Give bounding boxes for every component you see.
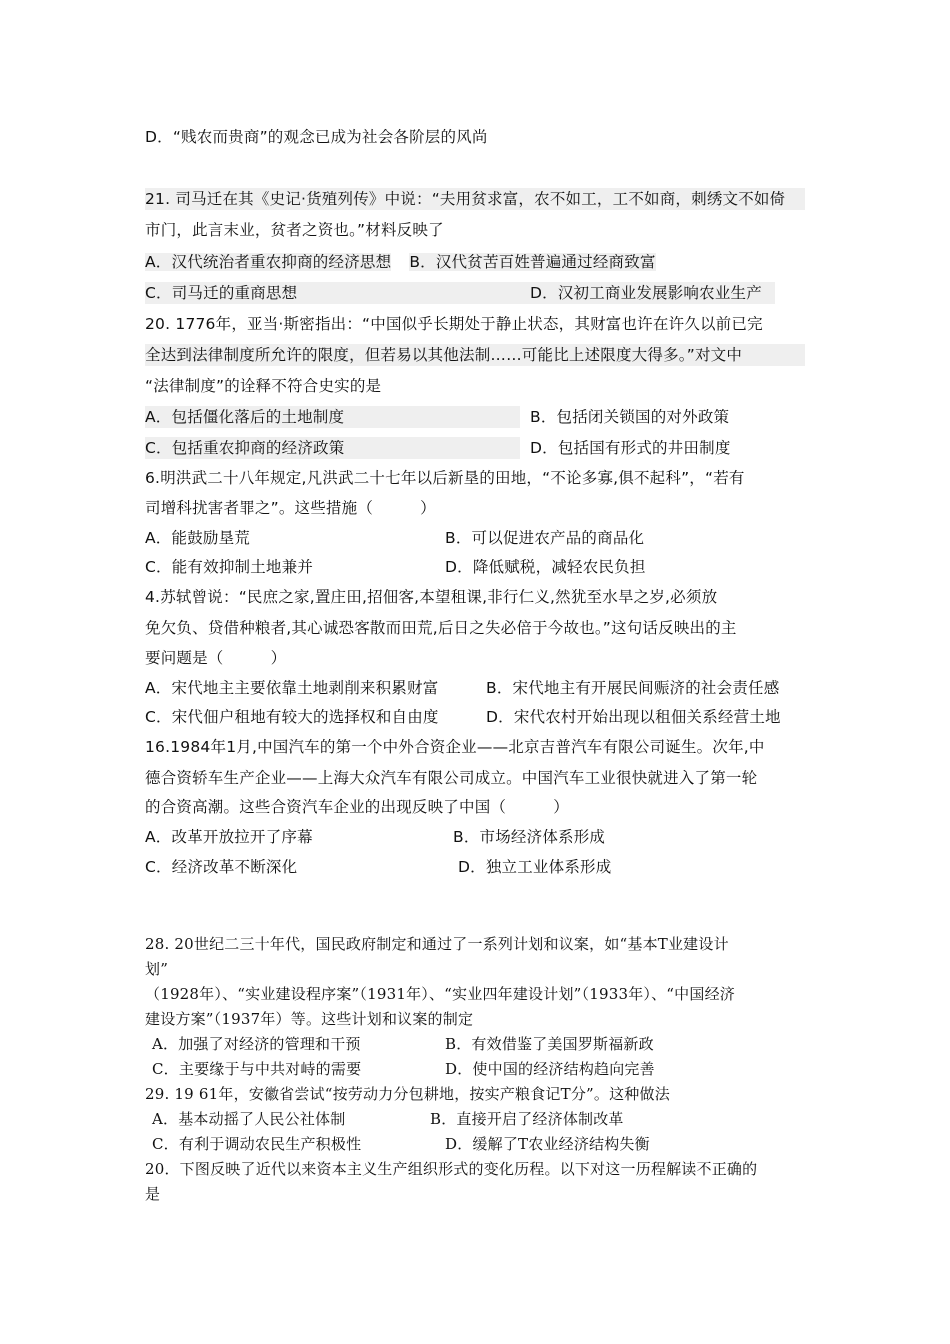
q21-stem-line2: 市门，此言末业，贫者之资也。”材料反映了 [145,221,444,239]
q4-stem-line2: 免欠负、贷借种粮者,其心诚恐客散而田荒,后日之失必倍于今故也。”这句话反映出的主 [145,619,737,637]
q28-option-d: D．使中国的经济结构趋向完善 [445,1060,655,1078]
q28-options-row2 [152,1058,655,1080]
q20b-stem-line2: 是 [145,1185,161,1203]
q20a-option-a: A．包括僵化落后的土地制度 [145,406,520,428]
q29-option-b: B．直接开启了经济体制改革 [430,1110,624,1128]
q6-stem-line1: 6.明洪武二十八年规定,凡洪武二十七年以后新垦的田地，“不论多寡,俱不起科”，“若有 [145,469,745,487]
q16-options-row2 [145,856,612,878]
q20a-option-b: B．包括闭关锁国的对外政策 [530,408,730,426]
q16-stem-line3: 的合资高潮。这些合资汽车企业的出现反映了中国（ ） [145,798,569,816]
q28-option-b: B．有效借鉴了美国罗斯福新政 [445,1035,654,1053]
q21-options-row1 [145,251,656,273]
q4-option-c: C．宋代佃户租地有较大的选择权和自由度 [145,708,439,726]
q28-stem-line3: （1928年）、“实业建设程序案”（1931年）、“实业四年建设计划”（1933年）、“中国经济 [145,985,735,1003]
q28-options-row1 [152,1033,654,1055]
q29-option-a: A．基本动摇了人民公社体制 [152,1110,346,1128]
q29-options-row2 [152,1133,650,1155]
q20a-options-row1 [145,406,745,428]
q16-stem-line1: 16.1984年1月,中国汽车的第一个中外合资企业——北京吉普汽车有限公司诞生。次年,中 [145,738,765,756]
q6-option-b: B．可以促进农产品的商品化 [445,529,645,547]
q4-option-a: A．宋代地主主要依靠土地剥削来积累财富 [145,679,439,697]
q20a-stem-line2: 全达到法律制度所允许的限度，但若易以其他法制……可能比上述限度大得多。”对文中 [145,344,805,366]
q4-options-row1 [145,677,780,699]
q6-option-c: C．能有效抑制土地兼并 [145,558,314,576]
q20a-stem-line3: “法律制度”的诠释不符合史实的是 [145,377,382,395]
q21-option-b: B．汉代贫苦百姓普遍通过经商致富 [409,253,656,271]
q6-option-d: D．降低赋税，减轻农民负担 [445,558,646,576]
q29-option-c: C．有利于调动农民生产积极性 [152,1135,362,1153]
q16-stem-line2: 德合资轿车生产企业——上海大众汽车有限公司成立。中国汽车工业很快就进入了第一轮 [145,769,758,787]
q20b-stem-line1: 20．下图反映了近代以来资本主义生产组织形式的变化历程。以下对这一历程解读不正确的 [145,1160,758,1178]
q4-stem-line1: 4.苏轼曾说：“民庶之家,置庄田,招佃客,本望租课,非行仁义,然犹至水旱之岁,必须放 [145,588,718,606]
q29-options-row1 [152,1108,624,1130]
q21-stem-line1: 21. 司马迁在其《史记·货殖列传》中说：“夫用贫求富，农不如工，工不如商，刺绣文不如倚 [145,188,805,210]
q-prev-option-d: D．“贱农而贵商”的观念已成为社会各阶层的风尚 [145,128,488,146]
q4-options-row2 [145,706,781,728]
q6-options-row1 [145,527,645,549]
q29-stem-line1: 29. 19 61年，安徽省尝试“按劳动力分包耕地，按实产粮食记T分”。这种做法 [145,1085,670,1103]
q21-option-a: A．汉代统治者重农抑商的经济思想 [145,253,392,271]
q20a-option-c: C．包括重农抑商的经济政策 [145,437,520,459]
q4-stem-line3: 要问题是（ ） [145,649,287,667]
q16-option-a: A．改革开放拉开了序幕 [145,828,313,846]
q4-option-b: B．宋代地主有开展民间赈济的社会责任感 [486,679,780,697]
q28-stem-line2: 划” [145,960,169,978]
q6-stem-line2: 司增科扰害者罪之”。这些措施（ ） [145,499,436,517]
q4-option-d: D．宋代农村开始出现以租佃关系经营土地 [486,708,781,726]
q28-stem-line4: 建设方案”（1937年）等。这些计划和议案的制定 [145,1010,474,1028]
q21-option-c: C．司马迁的重商思想 [145,284,298,302]
q20a-stem-line1: 20. 1776年，亚当·斯密指出：“中国似乎长期处于静止状态，其财富也许在许久以前已完 [145,315,763,333]
q28-option-c: C．主要缘于与中共对峙的需要 [152,1060,362,1078]
q28-stem-line1: 28. 20世纪二三十年代，国民政府制定和通过了一系列计划和议案，如“基本T业建设计 [145,935,729,953]
q16-option-c: C．经济改革不断深化 [145,858,298,876]
q16-options-row1 [145,826,606,848]
q16-option-d: D．独立工业体系形成 [458,858,612,876]
q21-options-row2 [145,282,775,304]
q29-option-d: D．缓解了T农业经济结构失衡 [445,1135,650,1153]
q6-options-row2 [145,556,646,578]
q20a-option-d: D．包括国有形式的井田制度 [530,439,731,457]
q20a-options-row2 [145,437,745,459]
q21-option-d: D．汉初工商业发展影响农业生产 [530,284,762,302]
q6-option-a: A．能鼓励垦荒 [145,529,251,547]
q28-option-a: A．加强了对经济的管理和干预 [152,1035,361,1053]
q16-option-b: B．市场经济体系形成 [453,828,606,846]
